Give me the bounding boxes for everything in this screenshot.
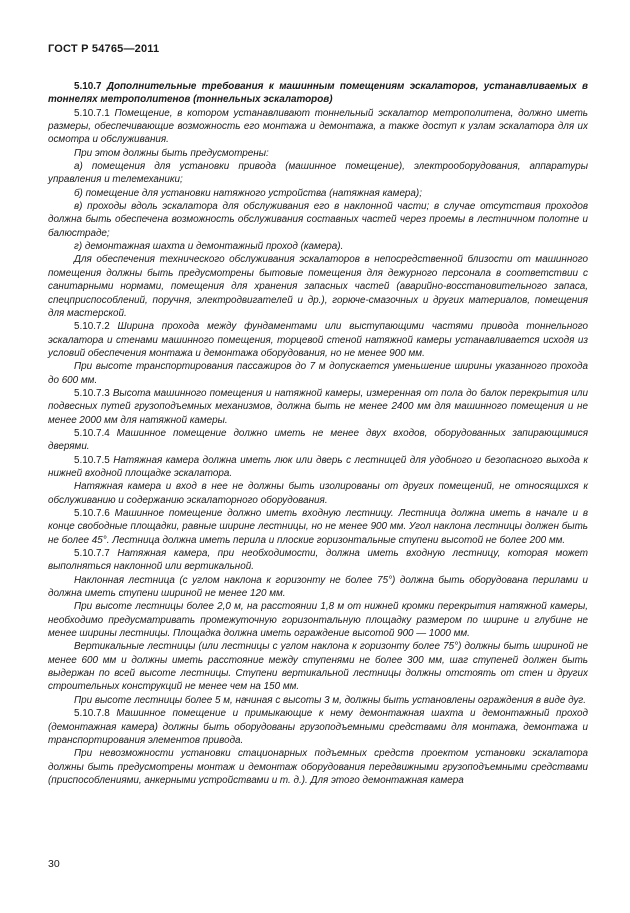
paragraph-text: При высоте транспортирования пассажиров до 7 м допускается уменьшение ширины указанного прохода до 600 мм. <box>48 361 588 386</box>
clause-paragraph <box>48 707 588 747</box>
clause-number: 5.10.7.3 <box>74 387 110 399</box>
clause-paragraph <box>48 507 588 547</box>
paragraph-text: При этом должны быть предусмотрены: <box>74 147 269 159</box>
clause-paragraph <box>48 320 588 360</box>
paragraph-text: Дополнительные требования к машинным помещениям эскалаторов, устанавливаемых в тоннелях метрополитенов (тоннельных эскалаторов) <box>48 81 588 106</box>
page-number: 30 <box>48 858 60 870</box>
paragraph-text: При высоте лестницы более 2,0 м, на расстоянии 1,8 м от нижней кромки перекрытия натяжной камеры, необходимо предусматривать промежуточную горизонтальную площадку размером по ширине и глубине не менее ширины лестницы. Площадка должна иметь ограждение высотой 900 — 1000 мм. <box>48 601 588 640</box>
body-paragraph <box>48 480 588 507</box>
body-paragraph <box>48 640 588 693</box>
paragraph-text: Вертикальные лестницы (или лестницы с углом наклона к горизонту более 75°) должны быть шириной не менее 600 мм и должны иметь расстояние между ступенями не более 300 мм, шаг ступеней должен быть выдержан по всей высоте лестницы. Ступени вертикальной лестницы должны отстоять от стен и других строительных конструкций не менее чем на 150 мм. <box>48 641 588 693</box>
paragraph-text: Натяжная камера, при необходимости, должна иметь входную лестницу, которая может выполняться наклонной или вертикальной. <box>48 548 588 573</box>
body-paragraph <box>48 747 588 787</box>
clause-number: 5.10.7 <box>74 81 102 92</box>
clause-paragraph <box>48 454 588 481</box>
clause-number: 5.10.7.2 <box>74 321 110 333</box>
body-paragraph <box>48 240 588 253</box>
clause-number: 5.10.7.6 <box>74 508 110 519</box>
clause-number: 5.10.7.1 <box>74 107 110 119</box>
paragraph-text: г) демонтажная шахта и демонтажный проход (камера). <box>74 241 344 253</box>
paragraph-text: а) помещения для установки привода (машинное помещение), электрооборудования, аппаратуры управления и телемеханики; <box>48 161 588 186</box>
document-body <box>48 80 588 787</box>
paragraph-text: Натяжная камера и вход в нее не должны быть изолированы от других помещений, не относящихся к обслуживанию и содержанию эскалаторного оборудования. <box>48 481 588 506</box>
clause-paragraph <box>48 107 588 147</box>
paragraph-text: Машинное помещение должно иметь не менее двух входов, оборудованных запирающимися дверями. <box>48 427 588 453</box>
body-paragraph <box>48 360 588 387</box>
paragraph-text: Помещение, в котором устанавливают тоннельный эскалатор метрополитена, должно иметь размеры, обеспечивающие возможность его монтажа и демонтажа, а также доступ к узлам эскалатора для их осмотра и обслуживания. <box>48 107 589 146</box>
paragraph-text: Ширина прохода между фундаментами или выступающими частями привода тоннельного эскалатора и стенами машинного помещения, торцевой стеной натяжной камеры устанавливается исходя из условий обеспечения монтажа и демонтажа оборудования, но не менее 900 мм. <box>48 321 588 359</box>
paragraph-text: При высоте лестницы более 5 м, начиная с высоты 3 м, должны быть установлены ограждения в виде дуг. <box>74 694 587 706</box>
body-paragraph <box>48 253 588 320</box>
paragraph-text: Машинное помещение и примыкающие к нему демонтажная шахта и демонтажный проход (демонтажная камера) должны быть оборудованы грузоподъемными средствами для монтажа, демонтажа и транспортирования элементов привода. <box>48 708 588 746</box>
body-paragraph <box>48 694 588 707</box>
clause-number: 5.10.7.7 <box>74 548 110 560</box>
paragraph-text: Наклонная лестница (с углом наклона к горизонту не более 75°) должна быть оборудована перилами и должна иметь ступени шириной не менее 120 мм. <box>48 574 588 600</box>
paragraph-text: б) помещение для установки натяжного устройства (натяжная камера); <box>74 187 422 199</box>
clause-number: 5.10.7.5 <box>74 454 110 466</box>
paragraph-text: Высота машинного помещения и натяжной камеры, измеренная от пола до балок перекрытия или подвесных путей грузоподъемных механизмов, должна быть не менее 2400 мм для машинного помещения и не менее 2000 мм для натяжной камеры. <box>48 387 588 426</box>
clause-paragraph <box>48 387 588 427</box>
body-paragraph <box>48 600 588 640</box>
section-title <box>48 80 588 107</box>
paragraph-text: Машинное помещение должно иметь входную лестницу. Лестница должна иметь в начале и в конце свободные площадки, равные ширине лестницы, но не менее 900 мм. Угол наклона лестницы должен быть не более 45°. Лестница должна иметь перила и плоские горизонтальные ступени высотой не более 200 мм. <box>48 508 589 546</box>
body-paragraph <box>48 574 588 601</box>
clause-paragraph <box>48 547 588 574</box>
body-paragraph <box>48 200 588 240</box>
body-paragraph <box>48 160 588 187</box>
paragraph-text: Натяжная камера должна иметь люк или дверь с лестницей для удобного и безопасного выхода к нижней входной площадке эскалатора. <box>48 454 588 479</box>
body-paragraph <box>48 147 588 160</box>
clause-number: 5.10.7.8 <box>74 708 110 720</box>
paragraph-text: При невозможности установки стационарных подъемных средств проектом установки эскалатора должны быть предусмотрены монтаж и демонтаж оборудования передвижными грузоподъемными средствами (приспособлениями, анкерными устройствами и т. д.). Для этого демонтажная камера <box>48 748 588 786</box>
paragraph-text: в) проходы вдоль эскалатора для обслуживания его в наклонной части; в случае отсутствия проходов должна быть обеспечена возможность обслуживания составных частей через проемы в лестничном полотне и балюстраде; <box>48 201 588 239</box>
clause-number: 5.10.7.4 <box>74 427 110 439</box>
paragraph-text: Для обеспечения технического обслуживания эскалаторов в непосредственной близости от машинного помещения должны быть предусмотрены бытовые помещения для дежурного персонала в соответствии с санитарными нормами, помещения для хранения запасных частей (аварийно-восстановительного запаса, спецприспособлений, поручня, электродвигателей и др.), горюче-смазочных и других материалов, помещения для мастерской. <box>48 254 588 319</box>
document-header: ГОСТ Р 54765—2011 <box>48 43 160 55</box>
clause-paragraph <box>48 427 588 454</box>
body-paragraph <box>48 187 588 200</box>
